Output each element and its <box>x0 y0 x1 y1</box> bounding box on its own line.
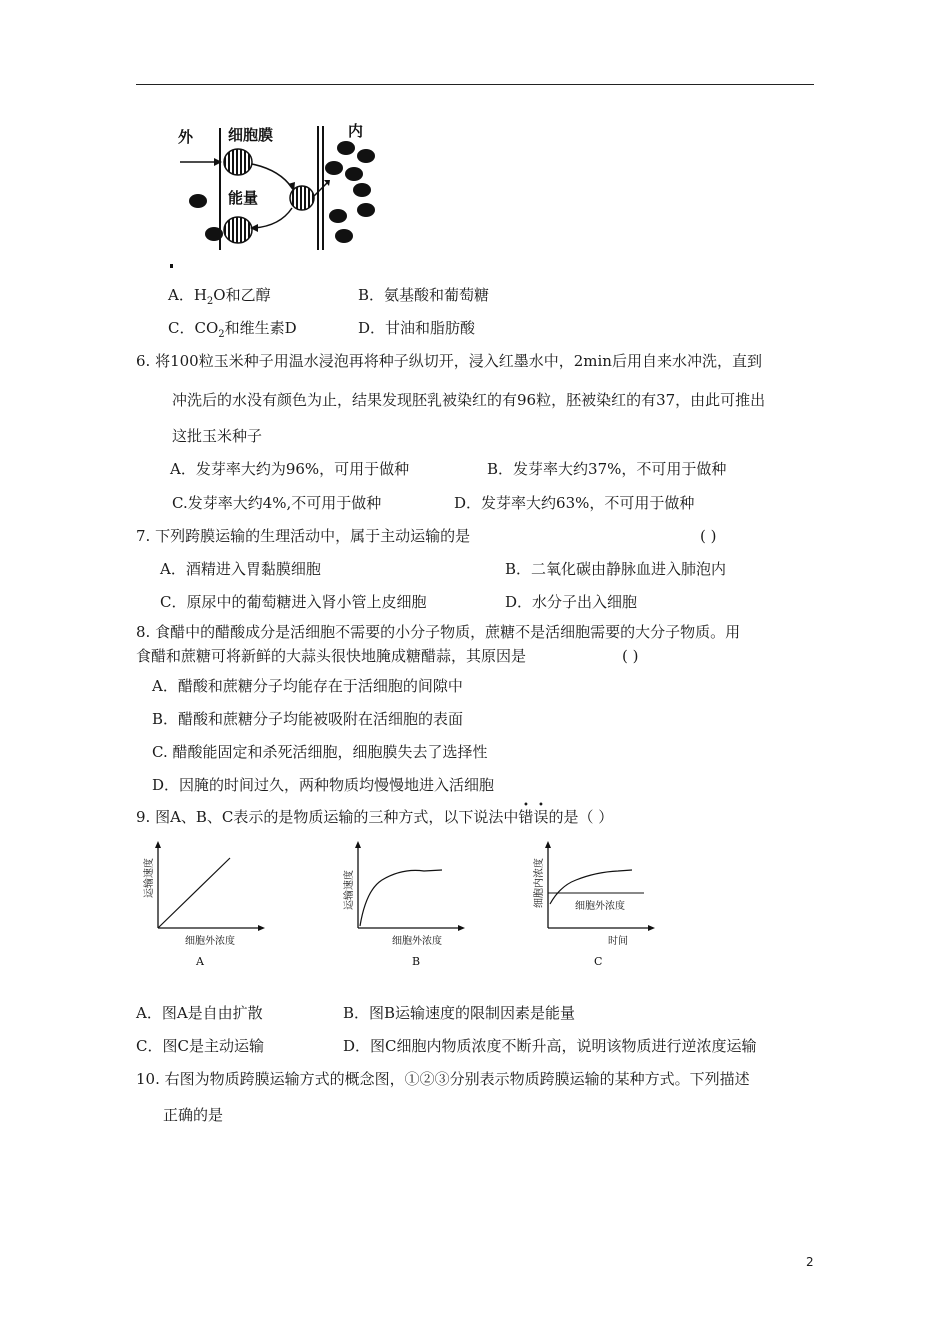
q5-option-c: C．$CO_2$和维生素D <box>168 319 297 340</box>
q8-line-2: 食醋和蔗糖可将新鲜的大蒜头很快地腌成糖醋蒜，其原因是 <box>136 647 527 665</box>
q9-option-d: D．图C细胞内物质浓度不断升高，说明该物质进行逆浓度运输 <box>343 1037 757 1055</box>
q8-option-c: C. 醋酸能固定和杀死活细胞，细胞膜失去了选择性 <box>152 743 488 761</box>
graph-a-ylabel: 运输速度 <box>144 858 155 898</box>
q5-option-d: D．甘油和脂肪酸 <box>358 319 476 337</box>
q7-option-b: B．二氧化碳由静脉血进入肺泡内 <box>505 560 727 578</box>
graph-c-line-label: 细胞外浓度 <box>575 901 625 912</box>
graph-a-caption: A <box>196 955 204 968</box>
q7-stem: 7. 下列跨膜运输的生理活动中，属于主动运输的是 <box>136 527 471 545</box>
q8-answer-paren: ( ) <box>622 647 639 665</box>
q6-option-a: A．发芽率大约为96%，可用于做种 <box>170 460 410 478</box>
q6-line-3: 这批玉米种子 <box>172 427 263 445</box>
q10-line-2: 正确的是 <box>163 1106 224 1124</box>
page-number: 2 <box>806 1255 814 1269</box>
graph-b-caption: B <box>412 955 421 968</box>
graph-b-xlabel: 细胞外浓度 <box>392 936 442 947</box>
q6-line-2: 冲洗后的水没有颜色为止，结果发现胚乳被染红的有96粒，胚被染红的有37，由此可推出 <box>172 391 766 409</box>
label-energy: 能量 <box>228 189 259 207</box>
label-membrane: 细胞膜 <box>228 126 274 144</box>
graph-b-curve <box>360 870 442 926</box>
q9-graph-a <box>140 838 270 968</box>
q8-option-b: B．醋酸和蔗糖分子均能被吸附在活细胞的表面 <box>152 710 464 728</box>
q7-option-c: C．原尿中的葡萄糖进入肾小管上皮细胞 <box>160 593 427 611</box>
q8-option-a: A．醋酸和蔗糖分子均能存在于活细胞的间隙中 <box>152 677 463 695</box>
q5-option-a: A．$H_2O$和乙醇 <box>168 286 271 307</box>
graph-c-curve <box>550 870 632 904</box>
q7-option-a: A．酒精进入胃黏膜细胞 <box>160 560 321 578</box>
q8-option-d: D．因腌的时间过久，两种物质均慢慢地进入活细胞 <box>152 776 495 794</box>
q7-answer-paren: ( ) <box>700 527 717 545</box>
q9-graph-c <box>530 838 660 968</box>
q9-option-b: B．图B运输速度的限制因素是能量 <box>343 1004 576 1022</box>
q7-option-d: D．水分子出入细胞 <box>505 593 638 611</box>
q6-option-c: C.发芽率大约4%,不可用于做种 <box>172 494 382 512</box>
graph-b-ylabel: 运输速度 <box>344 870 355 910</box>
q9-option-c: C．图C是主动运输 <box>136 1037 264 1055</box>
q5-option-b: B．氨基酸和葡萄糖 <box>358 286 490 304</box>
q6-option-d: D．发芽率大约63%，不可用于做种 <box>454 494 695 512</box>
q6-line-1: 6. 将100粒玉米种子用温水浸泡再将种子纵切开，浸入红墨水中，2min后用自来水冲洗，直到 <box>136 352 762 370</box>
graph-c-ylabel: 细胞内浓度 <box>534 858 545 908</box>
q8-line-1: 8. 食醋中的醋酸成分是活细胞不需要的小分子物质，蔗糖不是活细胞需要的大分子物质。用 <box>136 623 741 641</box>
graph-a-xlabel: 细胞外浓度 <box>185 936 235 947</box>
q9-graph-b <box>340 838 470 968</box>
membrane-transport-figure <box>168 118 388 273</box>
label-outside: 外 <box>178 128 194 146</box>
q10-line-1: 10. 右图为物质跨膜运输方式的概念图，①②③分别表示物质跨膜运输的某种方式。下列描述 <box>136 1070 750 1088</box>
q6-option-b: B．发芽率大约37%，不可用于做种 <box>487 460 727 478</box>
q9-stem: 9. 图A、B、C表示的是物质运输的三种方式，以下说法中错误的是（ ） <box>136 808 614 826</box>
label-inside: 内 <box>348 122 364 140</box>
header-rule <box>136 84 814 85</box>
graph-c-caption: C <box>594 955 603 968</box>
graph-a-line <box>158 858 230 928</box>
graph-c-xlabel: 时间 <box>608 936 628 947</box>
q9-option-a: A．图A是自由扩散 <box>136 1004 263 1022</box>
